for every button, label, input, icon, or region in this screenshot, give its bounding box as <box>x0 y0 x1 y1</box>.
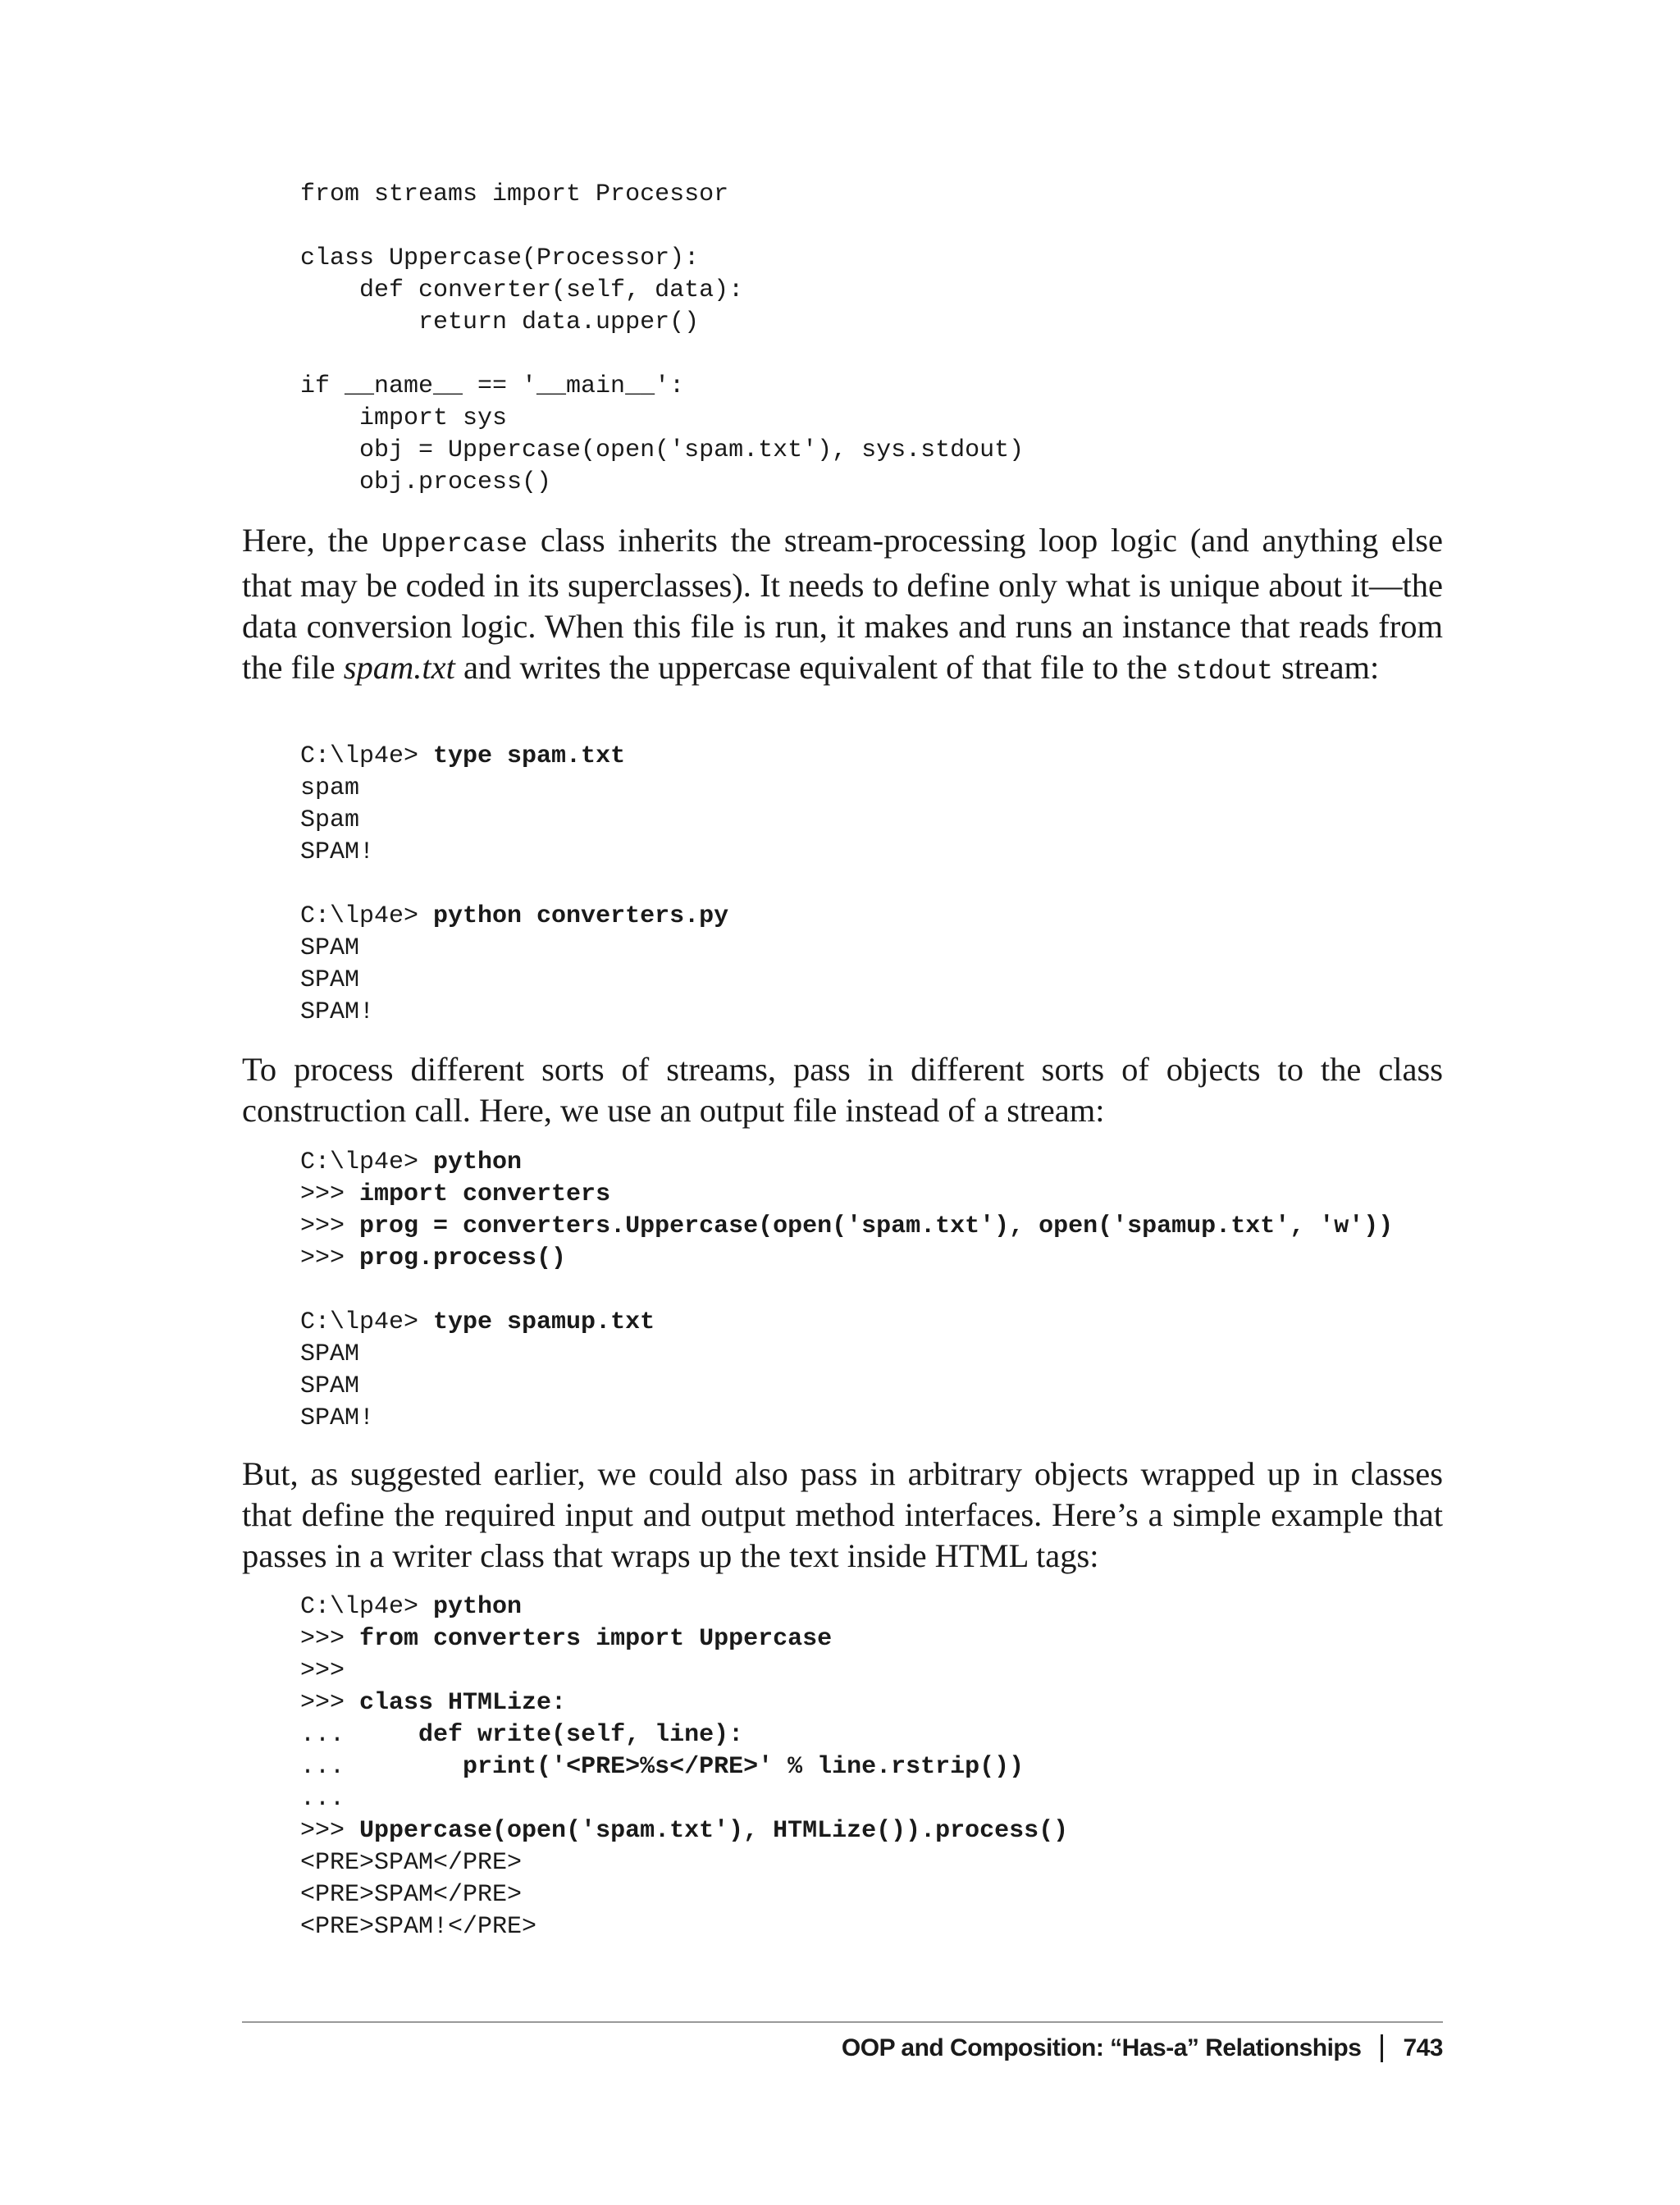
paragraph-htmlize-intro: But, as suggested earlier, we could also pass in arbitrary objects wrapped up in classes that define the required input and output method interfaces. Here’s a simple example that passes in a writer class that wraps up the text inside HTML tags: <box>242 1455 1443 1574</box>
code-line: class Uppercase(Processor): <box>300 244 700 272</box>
code-block-uppercase-class <box>300 179 1024 499</box>
footer-separator <box>1381 2034 1383 2062</box>
inline-code: stdout <box>1176 656 1273 687</box>
code-line: return data.upper() <box>300 308 700 336</box>
code-line: def converter(self, data): <box>300 276 744 304</box>
code-line: if __name__ == '__main__': <box>300 372 685 400</box>
section-title: OOP and Composition: “Has-a” Relationships <box>841 2034 1362 2061</box>
code-line: from streams import Processor <box>300 180 729 208</box>
code-block-shell-session-2: C:\lp4e> python >>> import converters >>> prog = converters.Uppercase(open('spam.txt'), open('spamup.txt', 'w')) >>> prog.process() C:\lp4e> type spamup.txt SPAM SPAM SPAM! <box>300 1148 1394 1432</box>
paragraph-output-file: To process different sorts of streams, pass in different sorts of objects to the class construction call. Here, we use an output file instead of a stream: <box>242 1051 1443 1129</box>
code-line: obj.process() <box>300 468 552 496</box>
code-line: obj = Uppercase(open('spam.txt'), sys.stdout) <box>300 436 1025 464</box>
paragraph-uppercase-explanation: Here, the Uppercase class inherits the stream-processing loop logic (and anything else that may be coded in its superclasses). It needs to define only what is unique about it—the data conversion logic. When this file is run, it makes and runs an instance that reads from the file spam.txt and writes the uppercase equivalent of that file to the stdout stream: <box>242 522 1443 687</box>
inline-code: Uppercase <box>381 529 528 559</box>
filename-emphasis: spam.txt <box>343 649 455 686</box>
code-block-shell-session-1: C:\lp4e> type spam.txt spam Spam SPAM! C:\lp4e> python converters.py SPAM SPAM SPAM! <box>300 742 729 1026</box>
code-block-htmlize-session: C:\lp4e> python >>> from converters import Uppercase >>> >>> class HTMLize: ... def write(self, line): ... print('<PRE>%s</PRE>' % line.rstrip()) ... >>> Uppercase(open('spam.txt'), HTMLize()).process() <PRE>SPAM</PRE> <PRE>SPAM</PRE> <PRE>SPAM!</PRE> <box>300 1593 1069 1941</box>
footer-divider <box>242 2021 1443 2023</box>
page-number: 743 <box>1403 2034 1443 2061</box>
code-line: import sys <box>300 404 508 432</box>
page-footer <box>842 2034 1443 2062</box>
